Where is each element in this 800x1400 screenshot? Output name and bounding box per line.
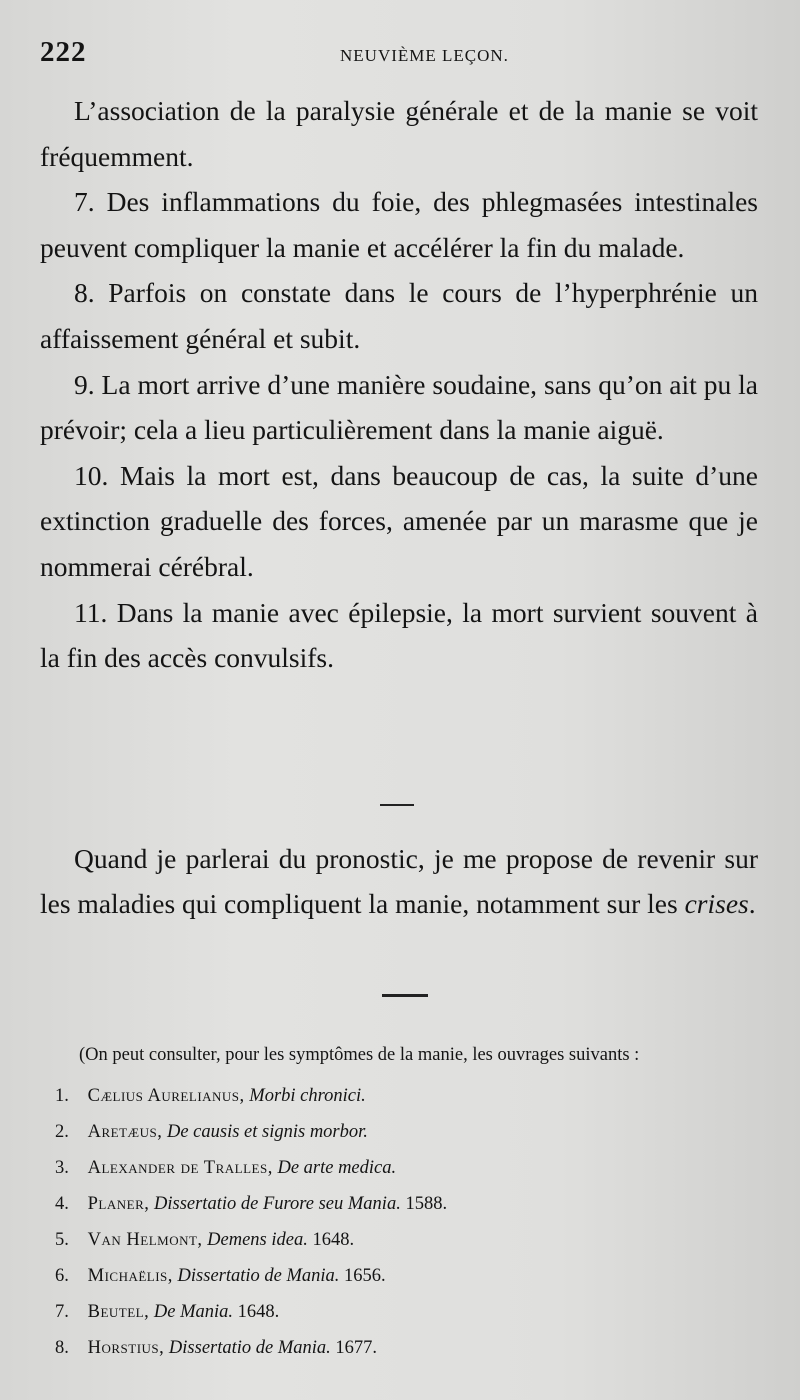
- reference-number: 8.: [55, 1338, 69, 1358]
- paragraph: 8. Parfois on constate dans le cours de l’hyperphrénie un affaissement général et subit.: [40, 277, 758, 354]
- reference-item: [55, 1150, 775, 1186]
- reference-item: [55, 1186, 775, 1222]
- closing-body: Quand je parlerai du pronostic, je me propose de revenir sur les maladies qui compliquent la manie, notamment sur les: [40, 843, 758, 919]
- reference-item: [55, 1114, 775, 1150]
- reference-work: De Mania.: [153, 1302, 233, 1322]
- reference-author: Cælius Aurelianus,: [87, 1086, 245, 1106]
- reference-number: 2.: [55, 1122, 69, 1142]
- page-header: [40, 36, 740, 76]
- reference-item: [55, 1258, 775, 1294]
- paragraph: 9. La mort arrive d’une manière soudaine, sans qu’on ait pu la prévoir; cela a lieu particulièrement dans la manie aiguë.: [40, 368, 758, 446]
- reference-number: 6.: [55, 1266, 69, 1286]
- reference-work: Dissertatio de Mania.: [177, 1266, 340, 1286]
- reference-author: Aretæus,: [87, 1122, 163, 1142]
- body-text: [40, 88, 758, 681]
- reference-item: [55, 1222, 775, 1258]
- reference-item: [55, 1294, 775, 1330]
- reference-items: [55, 1078, 775, 1366]
- reference-number: 1.: [55, 1086, 69, 1106]
- reference-author: Michaëlis,: [87, 1266, 173, 1286]
- reference-author: Alexander de Tralles,: [87, 1158, 273, 1178]
- reference-work: Dissertatio de Mania.: [168, 1338, 331, 1358]
- reference-author: Horstius,: [87, 1338, 165, 1358]
- paragraph: 7. Des inflammations du foie, des phlegmasées intestinales peuvent compliquer la manie et accélérer la fin du malade.: [40, 186, 758, 263]
- closing-paragraph: [40, 836, 758, 926]
- reference-year: 1656.: [344, 1266, 386, 1286]
- paragraph: 10. Mais la mort est, dans beaucoup de cas, la suite d’une extinction graduelle des forces, amenée par un marasme que je nommerai cérébral.: [40, 459, 758, 582]
- page-number: 222: [40, 36, 87, 68]
- reference-work: De arte medica.: [277, 1158, 397, 1178]
- reference-work: Dissertatio de Furore seu Mania.: [154, 1194, 401, 1214]
- reference-number: 4.: [55, 1194, 69, 1214]
- reference-item: [55, 1330, 775, 1366]
- paragraph: 11. Dans la manie avec épilepsie, la mort survient souvent à la fin des accès convulsifs.: [40, 596, 758, 674]
- reference-year: 1588.: [405, 1194, 448, 1214]
- closing-end: .: [748, 888, 756, 919]
- reference-number: 7.: [55, 1302, 69, 1322]
- reference-number: 3.: [55, 1158, 69, 1178]
- reference-number: 5.: [55, 1230, 69, 1250]
- section-divider-short: [380, 804, 414, 806]
- paragraph: L’association de la paralysie générale et de la manie se voit fréquemment.: [40, 95, 758, 172]
- reference-intro: (On peut consulter, pour les symptômes de la manie, les ouvrages suivants :: [79, 1045, 640, 1065]
- running-head: NEUVIÈME LEÇON.: [340, 46, 509, 65]
- reference-work: De causis et signis morbor.: [166, 1122, 368, 1142]
- reference-year: 1648.: [312, 1230, 355, 1250]
- reference-work: Demens idea.: [207, 1230, 308, 1250]
- closing-emphasis: crises: [684, 888, 749, 919]
- reference-author: Van Helmont,: [87, 1230, 203, 1250]
- reference-item: [55, 1078, 775, 1114]
- reference-author: Beutel,: [87, 1302, 150, 1322]
- reference-author: Planer,: [87, 1194, 150, 1214]
- reference-year: 1677.: [335, 1338, 378, 1358]
- closing-text: [40, 836, 758, 926]
- reference-list: [55, 1040, 775, 1366]
- reference-year: 1648.: [237, 1302, 280, 1322]
- section-divider-long: [382, 994, 428, 997]
- reference-work: Morbi chronici.: [249, 1086, 366, 1106]
